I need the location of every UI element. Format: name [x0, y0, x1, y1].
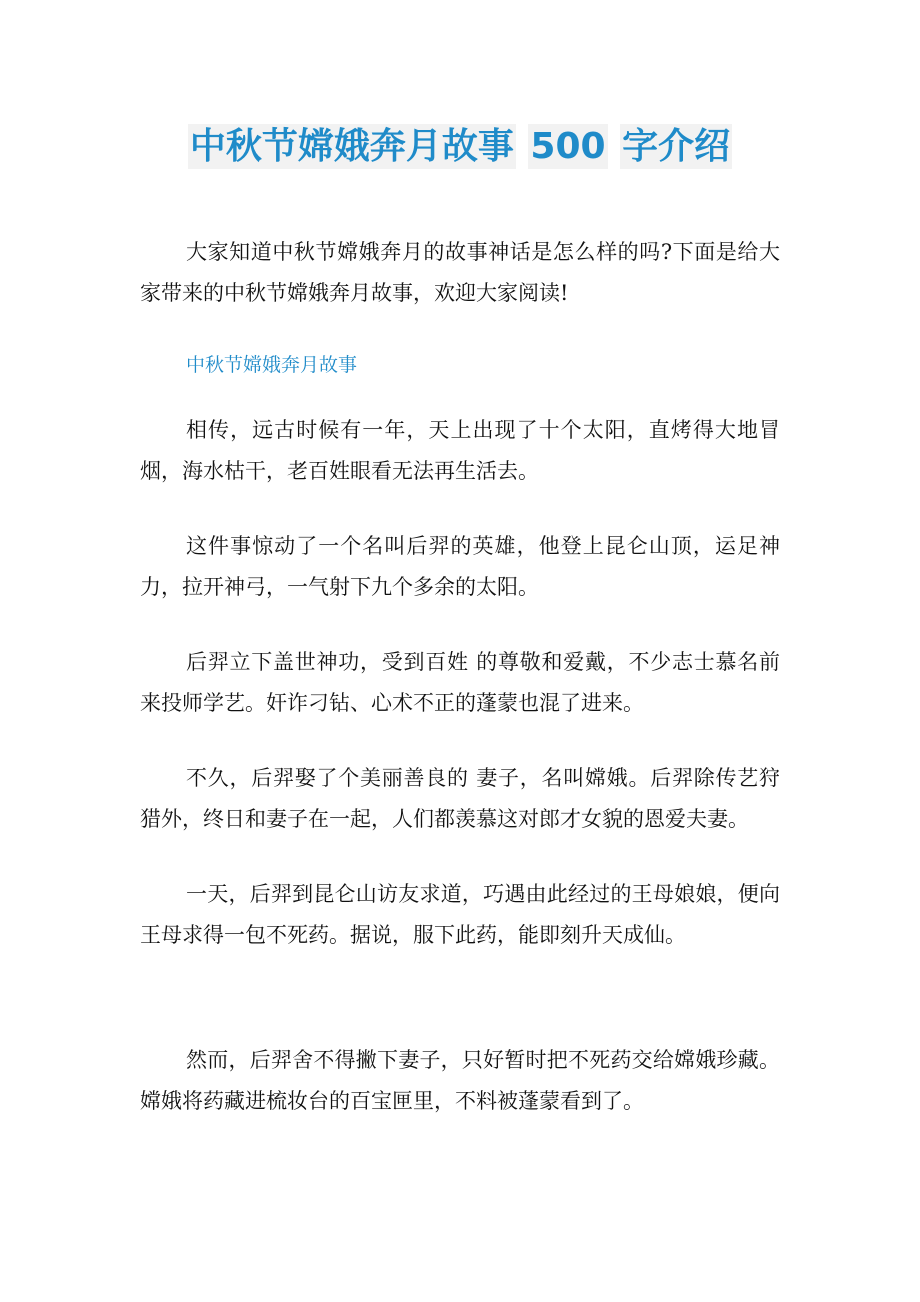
title-part-1: 中秋节嫦娥奔月故事: [189, 126, 514, 167]
page-title: [0, 118, 920, 176]
story-paragraph-1: 相传，远古时候有一年，天上出现了十个太阳，直烤得大地冒烟，海水枯干，老百姓眼看无法再生活去。: [140, 418, 780, 483]
intro-paragraph: 大家知道中秋节嫦娥奔月的故事神话是怎么样的吗?下面是给大家带来的中秋节嫦娥奔月故事，欢迎大家阅读!: [140, 240, 780, 305]
story-paragraph-5: 一天，后羿到昆仑山访友求道，巧遇由此经过的王母娘娘，便向王母求得一包不死药。据说，服下此药，能即刻升天成仙。: [140, 882, 780, 947]
title-part-2: 500: [530, 126, 606, 167]
section-heading: 中秋节嫦娥奔月故事: [186, 354, 358, 376]
story-paragraph-4: 不久，后羿娶了个美丽善良的 妻子，名叫嫦娥。后羿除传艺狩猎外，终日和妻子在一起，人们都羡慕这对郎才女貌的恩爱夫妻。: [140, 766, 780, 831]
title-part-3: 字介绍: [622, 126, 731, 167]
story-paragraph-2: 这件事惊动了一个名叫后羿的英雄，他登上昆仑山顶，运足神力，拉开神弓，一气射下九个多余的太阳。: [140, 534, 780, 599]
story-paragraph-6: 然而，后羿舍不得撇下妻子，只好暂时把不死药交给嫦娥珍藏。嫦娥将药藏进梳妆台的百宝匣里，不料被蓬蒙看到了。: [140, 1048, 780, 1113]
article-body: [140, 232, 780, 1122]
story-paragraph-3: 后羿立下盖世神功，受到百姓 的尊敬和爱戴，不少志士慕名前来投师学艺。奸诈刁钻、心术不正的蓬蒙也混了进来。: [140, 650, 780, 715]
